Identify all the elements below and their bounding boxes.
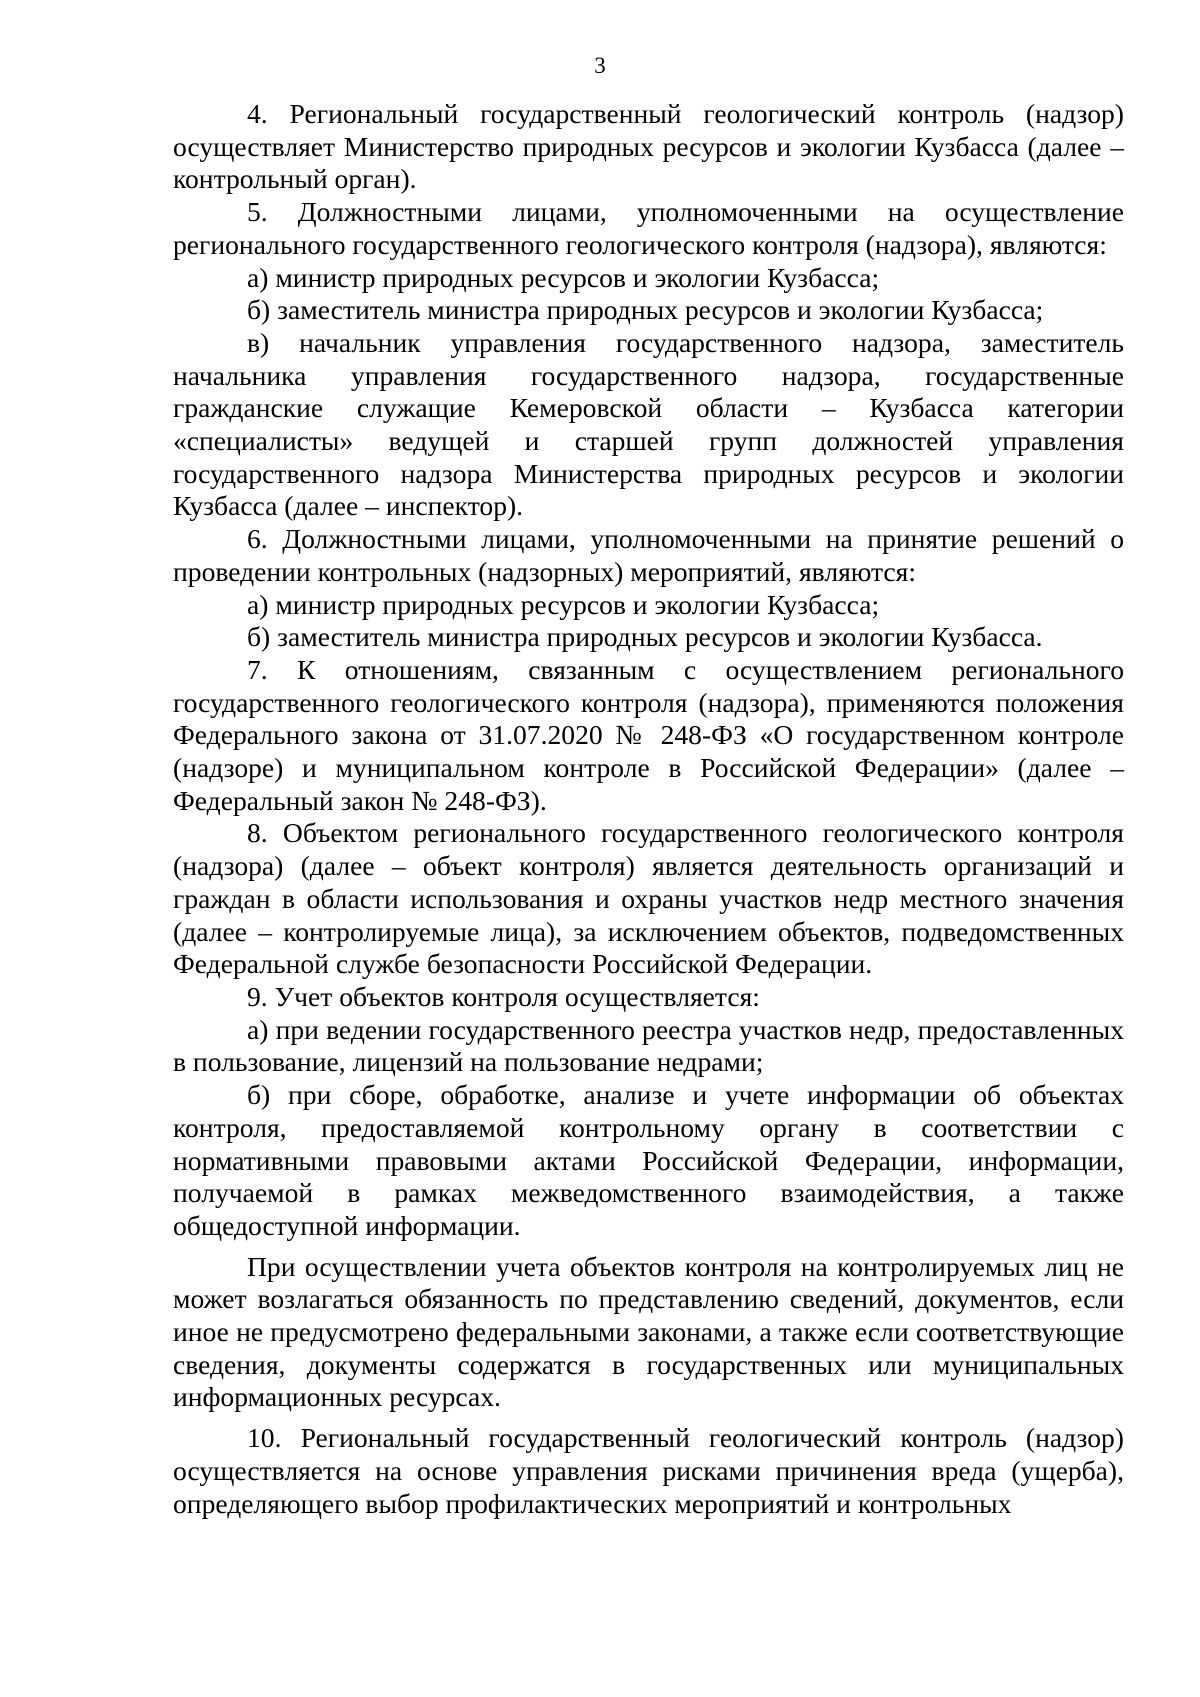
page-number: 3 xyxy=(594,53,606,78)
paragraph-7: 7. К отношениям, связанным с осуществлением регионального государственного геологического контроля (надзора), применяются положения Федерального закона от 31.07.2020 № 248-ФЗ «О государственном контроле (надзоре) и муниципальном контроле в Российской Федерации» (далее – Федеральный закон № 248-ФЗ). xyxy=(173,653,1124,816)
paragraph-5v: в) начальник управления государственного надзора, заместитель начальника управления государственного надзора, государственные гражданские служащие Кемеровской области – Кузбасса категории «специалисты» ведущей и старшей групп должностей управления государственного надзора Министерства природных ресурсов и экологии Кузбасса (далее – инспектор). xyxy=(173,326,1124,522)
paragraph-9: 9. Учет объектов контроля осуществляется: xyxy=(247,980,760,1012)
paragraph-5: 5. Должностными лицами, уполномоченными на осуществление регионального государственного геологического контроля (надзора), являются: xyxy=(173,196,1124,260)
paragraph-5b: б) заместитель министра природных ресурсов и экологии Кузбасса; xyxy=(247,294,1044,326)
paragraph-6a: а) министр природных ресурсов и экологии Кузбасса; xyxy=(247,588,880,620)
paragraph-8: 8. Объектом регионального государственного геологического контроля (надзора) (далее – объект контроля) является деятельность организаций и граждан в области использования и охраны участков недр местного значения (далее – контролируемые лица), за исключением объектов, подведомственных Федеральной службе безопасности Российской Федерации. xyxy=(173,817,1124,980)
paragraph-6: 6. Должностными лицами, уполномоченными на принятие решений о проведении контрольных (надзорных) мероприятий, являются: xyxy=(173,523,1124,587)
paragraph-9-note: При осуществлении учета объектов контроля на контролируемых лиц не может возлагаться обязанность по представлению сведений, документов, если иное не предусмотрено федеральными законами, а также если соответствующие сведения, документы содержатся в государственных или муниципальных информационных ресурсах. xyxy=(173,1250,1124,1413)
document-body xyxy=(173,98,1124,1520)
paragraph-9b: б) при сборе, обработке, анализе и учете информации об объектах контроля, предоставляемой контрольному органу в соответствии с нормативными правовыми актами Российской Федерации, информации, получаемой в рамках межведомственного взаимодействия, а также общедоступной информации. xyxy=(173,1079,1124,1241)
paragraph-4: 4. Региональный государственный геологический контроль (надзор) осуществляет Министерство природных ресурсов и экологии Кузбасса (далее – контрольный орган). xyxy=(173,98,1124,195)
paragraph-10: 10. Региональный государственный геологический контроль (надзор) осуществляется на основе управления рисками причинения вреда (ущерба), определяющего выбор профилактических мероприятий и контрольных xyxy=(173,1422,1124,1519)
paragraph-6b: б) заместитель министра природных ресурсов и экологии Кузбасса. xyxy=(247,621,1043,653)
paragraph-9a: а) при ведении государственного реестра участков недр, предоставленных в пользование, лицензий на пользование недрами; xyxy=(173,1013,1124,1078)
paragraph-5a: а) министр природных ресурсов и экологии Кузбасса; xyxy=(247,261,880,293)
